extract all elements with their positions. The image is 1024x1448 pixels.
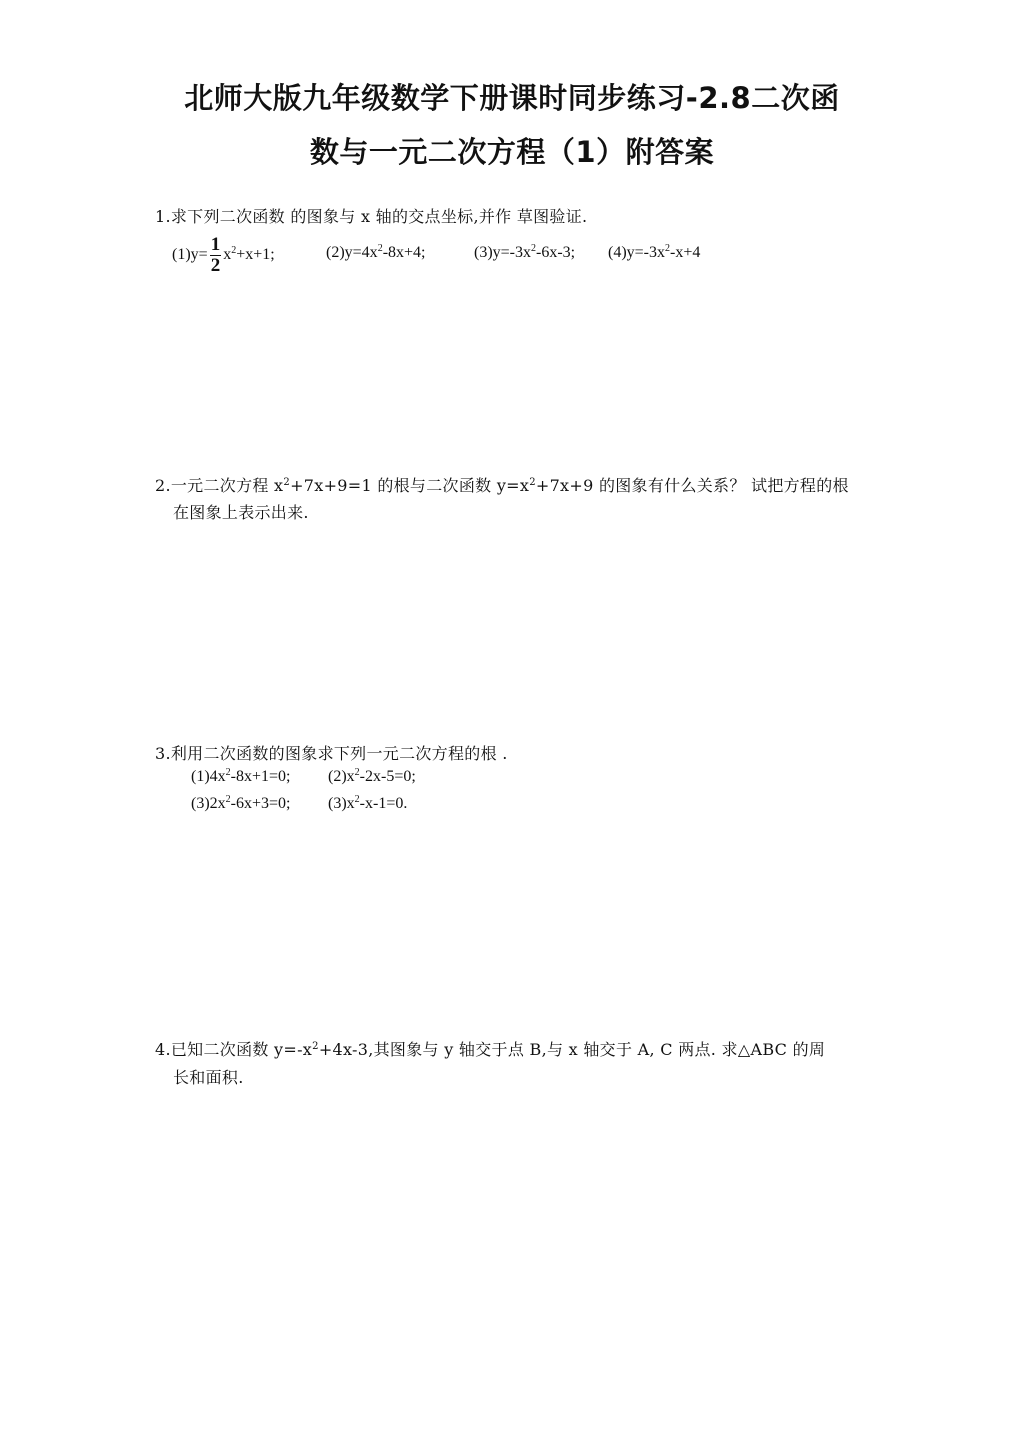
question-1-formula-2: $(2)y=4x^2-8x+4$; [326, 243, 426, 261]
question-1-formula-1: (1)y= $\frac{1}{2}$ $x^2+x+1$; [172, 234, 275, 276]
question-4-line-1: 4.已知二次函数 $y=-x^2+4x-3$,其图象与 y 轴交于点 B,与 x 轴交于 A, C 两点. 求△ABC 的周 [155, 1040, 826, 1059]
question-3-equation-3: $(3)2x^2-6x+3=0$; [191, 794, 291, 812]
question-1-formula-4: $(4)y=-3x^2-x+4$ [608, 243, 701, 261]
question-3-equation-4: $(3)x^2-x-1=0$. [328, 794, 408, 812]
question-3-text: 3.利用二次函数的图象求下列一元二次方程的根 . [155, 744, 508, 763]
fraction-one-half: $\frac{1}{2}$ [210, 234, 221, 276]
question-2-line-1: 2.一元二次方程 $x^2+7x+9=1$ 的根与二次函数 $y=x^2+7x+9$ 的图象有什么关系？ 试把方程的根 [155, 476, 849, 495]
page-title-line2: 数与一元二次方程（1）附答案 [309, 135, 715, 169]
question-1-formula-3: $(3)y=-3x^2-6x-3$; [474, 243, 576, 261]
page-title-line1: 北师大版九年级数学下册课时同步练习-2.8二次函 [184, 81, 840, 115]
question-2-line-2: 在图象上表示出来. [173, 503, 309, 522]
question-3-equation-2: $(2)x^2-2x-5=0$; [328, 767, 416, 785]
question-4-line-2: 长和面积. [173, 1068, 244, 1087]
question-1-text: 1.求下列二次函数 的图象与 x 轴的交点坐标,并作 草图验证. [155, 207, 588, 226]
question-3-equation-1: $(1)4x^2-8x+1=0$; [191, 767, 291, 785]
